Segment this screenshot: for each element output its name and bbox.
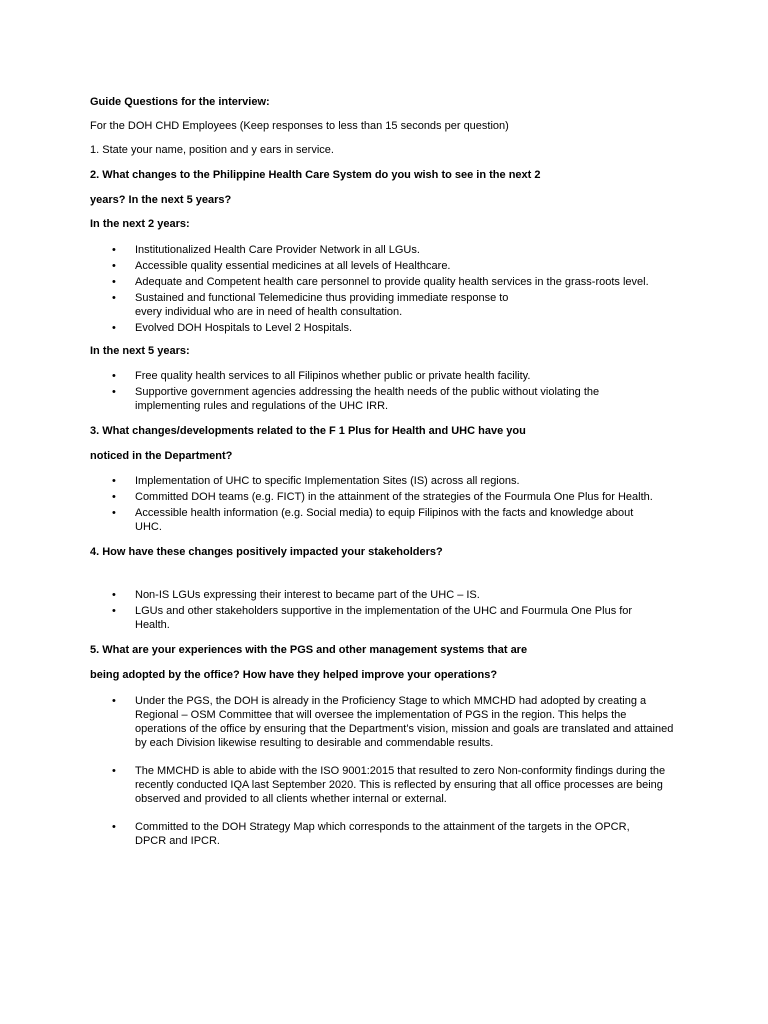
bullet-icon: • [112, 765, 116, 777]
question-3-line-1: 3. What changes/developments related to the F 1 Plus for Health and UHC have you [90, 425, 526, 437]
bullet-icon: • [112, 605, 116, 617]
list-item: • Evolved DOH Hospitals to Level 2 Hospitals. [112, 322, 353, 334]
list-item: • Committed to the DOH Strategy Map which corresponds to the attainment of the targets in the OPCR, DPCR and IPCR. [112, 821, 630, 847]
bullet-icon: • [112, 695, 116, 707]
next-2-years-list [90, 243, 680, 337]
list-item: • Adequate and Competent health care personnel to provide quality health services in the grass-roots level. [112, 276, 649, 288]
list-item: • Institutionalized Health Care Provider Network in all LGUs. [112, 244, 420, 256]
bullet-icon: • [112, 589, 116, 601]
question-3-line-2: noticed in the Department? [90, 450, 233, 462]
list-item: • LGUs and other stakeholders supportive in the implementation of the UHC and Fourmula One Plus for Health. [112, 605, 633, 631]
list-item: • Accessible health information (e.g. Social media) to equip Filipinos with the facts and knowledge about UHC. [112, 507, 634, 533]
list-item: • Under the PGS, the DOH is already in the Proficiency Stage to which MMCHD had adopted by creating a Regional – OSM Committee that will oversee the implementation of PGS in the region. This helps the operations of the office by ensuring that the Department’s vision, mission and goals are translated and attained by each Division likewise resulting to desirable and commendable results. [112, 695, 674, 749]
question-5-line-2: being adopted by the office? How have they helped improve your operations? [90, 669, 498, 681]
bullet-icon: • [112, 475, 116, 487]
guide-heading: Guide Questions for the interview: [90, 96, 270, 108]
bullet-icon: • [112, 370, 116, 382]
list-item: • Non-IS LGUs expressing their interest to became part of the UHC – IS. [112, 589, 480, 601]
bullet-icon: • [112, 260, 116, 272]
question-5-line-1: 5. What are your experiences with the PGS and other management systems that are [90, 644, 528, 656]
bullet-icon: • [112, 821, 116, 833]
question-4-list [90, 588, 680, 634]
question-4: 4. How have these changes positively impacted your stakeholders? [90, 546, 443, 558]
bullet-icon: • [112, 386, 116, 398]
intro-text: For the DOH CHD Employees (Keep responses to less than 15 seconds per question) [90, 120, 509, 132]
bullet-icon: • [112, 507, 116, 519]
list-item: • The MMCHD is able to abide with the ISO 9001:2015 that resulted to zero Non-conformity findings during the recently conducted IQA last September 2020. This is reflected by ensuring that all office processes are being observed and provided to all clients whether internal or external. [112, 765, 666, 805]
next-5-years-heading: In the next 5 years: [90, 345, 190, 357]
bullet-icon: • [112, 244, 116, 256]
question-2-line-1: 2. What changes to the Philippine Health Care System do you wish to see in the next 2 [90, 169, 541, 181]
list-item: • Free quality health services to all Filipinos whether public or private health facility. [112, 370, 531, 382]
question-3-list [90, 474, 680, 536]
next-5-years-list [90, 369, 680, 415]
bullet-icon: • [112, 276, 116, 288]
bullet-icon: • [112, 292, 116, 304]
list-item: • Implementation of UHC to specific Implementation Sites (IS) across all regions. [112, 475, 520, 487]
list-item: • Accessible quality essential medicines at all levels of Healthcare. [112, 260, 451, 272]
question-5-list [90, 694, 680, 862]
next-2-years-heading: In the next 2 years: [90, 218, 190, 230]
question-2-line-2: years? In the next 5 years? [90, 194, 232, 206]
list-item: • Committed DOH teams (e.g. FICT) in the attainment of the strategies of the Fourmula One Plus for Health. [112, 491, 653, 503]
question-1: 1. State your name, position and y ears in service. [90, 144, 334, 156]
list-item: • Supportive government agencies addressing the health needs of the public without violating the implementing rules and regulations of the UHC IRR. [112, 386, 600, 412]
bullet-icon: • [112, 491, 116, 503]
bullet-icon: • [112, 322, 116, 334]
list-item: • Sustained and functional Telemedicine thus providing immediate response to every individual who are in need of health consultation. [112, 292, 509, 318]
